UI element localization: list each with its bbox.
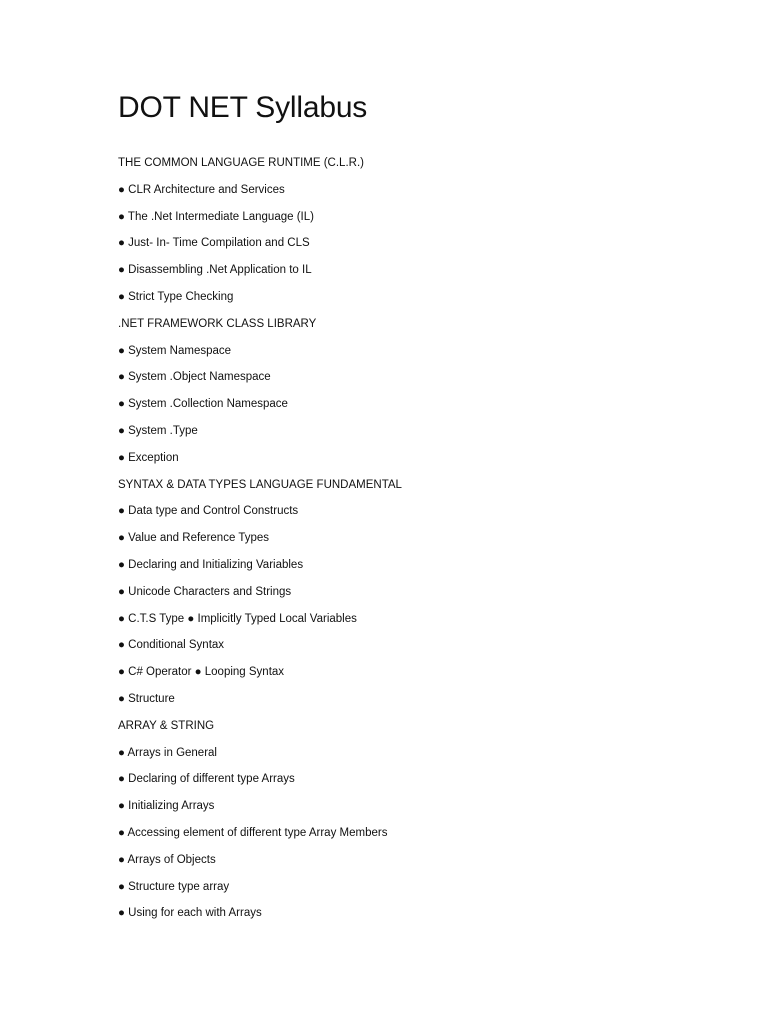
list-item: ● Exception [118,451,179,464]
list-item: ● Unicode Characters and Strings [118,585,292,598]
list-item: ● Arrays in General [118,746,217,759]
section-heading-array-string: ARRAY & STRING [118,719,215,732]
list-item: ● C# Operator ● Looping Syntax [118,666,285,679]
list-item: ● System .Collection Namespace [118,398,288,411]
list-item: ● CLR Architecture and Services [118,183,285,196]
list-item: ● Initializing Arrays [118,800,215,813]
list-item: ● Just- In- Time Compilation and CLS [118,237,310,250]
list-item: ● C.T.S Type ● Implicitly Typed Local Variables [118,612,357,625]
list-item: ● Using for each with Arrays [118,907,262,920]
list-item: ● Disassembling .Net Application to IL [118,264,312,277]
list-item: ● Strict Type Checking [118,290,234,303]
list-item: ● Declaring and Initializing Variables [118,558,304,571]
section-heading-syntax: SYNTAX & DATA TYPES LANGUAGE FUNDAMENTAL [118,478,402,491]
syllabus-content [118,150,738,927]
list-item: ● Structure type array [118,880,230,893]
section-heading-clr: THE COMMON LANGUAGE RUNTIME (C.L.R.) [118,157,364,169]
list-item: ● Value and Reference Types [118,532,270,545]
list-item: ● Arrays of Objects [118,853,216,866]
list-item: ● System .Type [118,424,198,437]
list-item: ● Data type and Control Constructs [118,505,299,518]
list-item: ● Declaring of different type Arrays [118,773,295,786]
list-item: ● Structure [118,692,175,705]
list-item: ● Accessing element of different type Array Members [118,826,388,839]
list-item: ● System Namespace [118,344,232,357]
page-title: DOT NET Syllabus [118,91,368,124]
list-item: ● System .Object Namespace [118,371,271,384]
list-item: ● Conditional Syntax [118,639,225,652]
list-item: ● The .Net Intermediate Language (IL) [118,210,314,223]
section-heading-class-library: .NET FRAMEWORK CLASS LIBRARY [118,317,317,330]
